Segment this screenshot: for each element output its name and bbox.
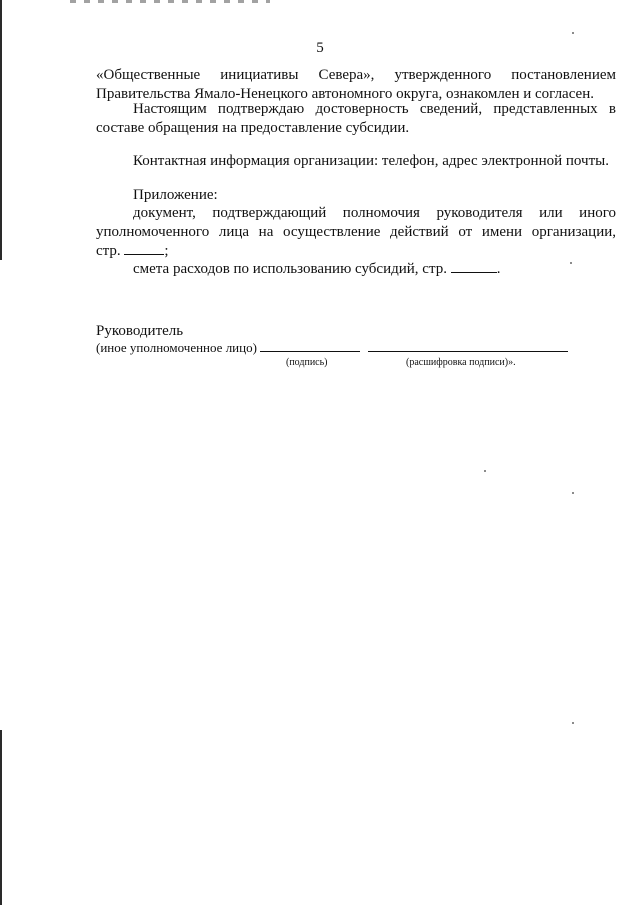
paragraph-line: составе обращения на предоставление субсидии. [96, 120, 410, 136]
contact-info-text: Контактная информация организации: телефон, адрес электронной почты. [133, 153, 609, 169]
scan-speck [572, 492, 574, 494]
decoding-caption: (расшифровка подписи)». [406, 357, 516, 368]
scan-edge-artifact [0, 0, 2, 260]
page-number-blank [124, 242, 164, 255]
scan-edge-artifact [0, 730, 2, 905]
scan-speck [572, 32, 574, 34]
paragraph-line: Настоящим подтверждаю достоверность сведений, представленных в [133, 101, 616, 117]
attachment-heading [96, 186, 616, 205]
signature-block [96, 322, 576, 370]
paragraph-line: Правительства Ямало-Ненецкого автономного округа, ознакомлен и согласен. [96, 86, 594, 102]
paragraph-program-reference [96, 66, 616, 104]
attachment-item-expense-estimate [96, 260, 616, 279]
attachment-item-authority-document [96, 204, 616, 261]
scan-noise-artifact [70, 0, 270, 3]
paragraph-confirmation [96, 100, 616, 138]
scan-speck [484, 470, 486, 472]
item-suffix: . [496, 261, 501, 277]
contact-info [96, 152, 616, 171]
page-number: 5 [316, 40, 324, 56]
page-suffix: ; [164, 243, 169, 259]
signature-line [260, 341, 360, 352]
page-reference-line [96, 242, 616, 261]
signatory-subtitle: (иное уполномоченное лицо) [96, 340, 257, 355]
paragraph-line: документ, подтверждающий полномочия руководителя или иного [133, 205, 616, 221]
attachment-item-text: смета расходов по использованию субсидий, стр. [133, 261, 447, 277]
scan-speck [572, 722, 574, 724]
signature-caption: (подпись) [286, 357, 328, 368]
paragraph-line: «Общественные инициативы Севера», утвержденного постановлением [96, 67, 616, 83]
signatory-title: Руководитель [96, 323, 184, 339]
paragraph-line: уполномоченного лица на осуществление действий от имени организации, [96, 224, 616, 240]
page-number-blank [451, 260, 497, 273]
name-decoding-line [368, 341, 568, 352]
attachment-heading-text: Приложение: [133, 187, 218, 203]
signature-row [96, 340, 576, 356]
page-prefix: стр. [96, 243, 121, 259]
signature-captions [96, 356, 576, 370]
